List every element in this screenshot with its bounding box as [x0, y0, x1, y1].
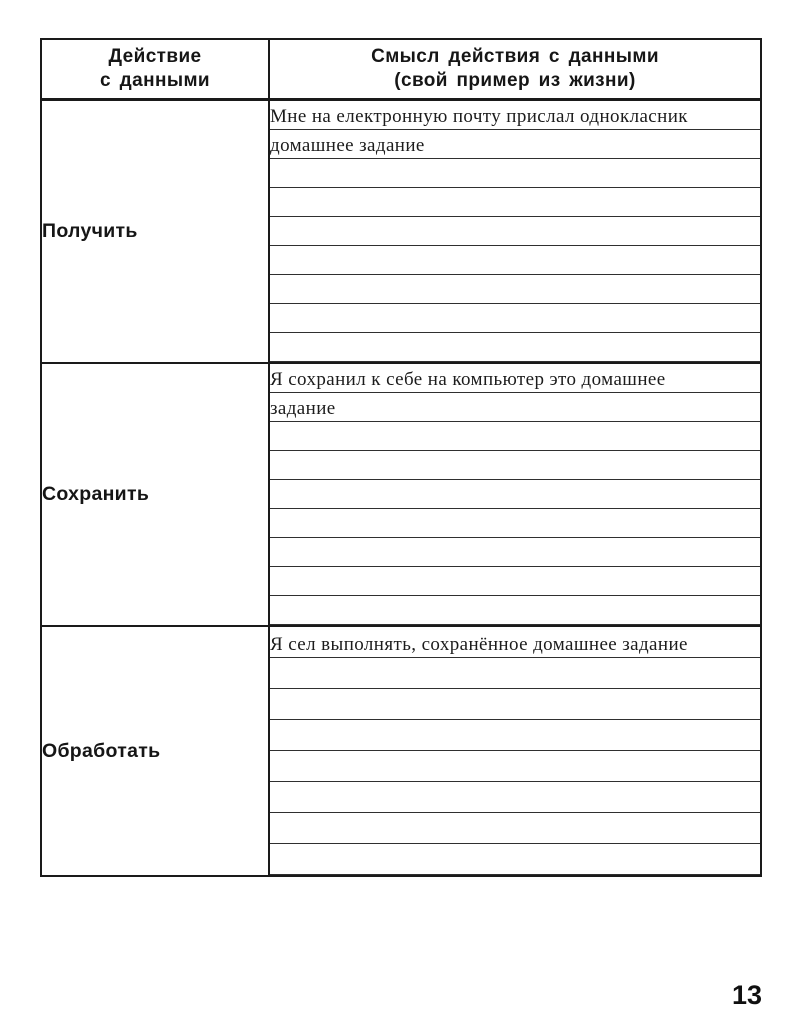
ruled-line [270, 217, 760, 246]
ruled-line [270, 422, 760, 451]
answer-cell-save [269, 363, 761, 626]
ruled-line [270, 689, 760, 720]
ruled-line [270, 509, 760, 538]
ruled-line [270, 538, 760, 567]
table-row [41, 626, 761, 876]
action-label-process: Обработать [41, 626, 269, 876]
answer-cell-process [269, 626, 761, 876]
ruled-line [270, 480, 760, 509]
header-action-column [41, 39, 269, 100]
answer-line: Я сохранил к себе на компьютер это домашнее [270, 364, 760, 393]
header-meaning-column [269, 39, 761, 100]
answer-line: задание [270, 393, 760, 422]
answer-line: Я сел выполнять, сохранённое домашнее задание [270, 627, 760, 658]
ruled-line [270, 159, 760, 188]
answer-cell-receive [269, 100, 761, 364]
ruled-line [270, 596, 760, 625]
answer-line: домашнее задание [270, 130, 760, 159]
ruled-line [270, 333, 760, 362]
ruled-line [270, 813, 760, 844]
table-row [41, 100, 761, 364]
table-row [41, 363, 761, 626]
header-row [41, 39, 761, 100]
page-number: 13 [731, 980, 762, 1010]
header-meaning-line2: (свой пример из жизни) [394, 70, 636, 91]
header-action-line2: с данными [100, 70, 210, 91]
ruled-line [270, 304, 760, 333]
ruled-line [270, 451, 760, 480]
ruled-line [270, 782, 760, 813]
header-meaning-line1: Смысл действия с данными [371, 46, 659, 68]
header-action-line1: Действие [108, 46, 202, 68]
ruled-line [270, 275, 760, 304]
ruled-line [270, 844, 760, 875]
ruled-line [270, 567, 760, 596]
ruled-line [270, 658, 760, 689]
ruled-line [270, 751, 760, 782]
answer-line: Мне на електронную почту прислал однокласник [270, 101, 760, 130]
action-label-save: Сохранить [41, 363, 269, 626]
ruled-line [270, 246, 760, 275]
ruled-line [270, 720, 760, 751]
action-label-receive: Получить [41, 100, 269, 364]
ruled-line [270, 188, 760, 217]
data-actions-table [40, 38, 762, 877]
